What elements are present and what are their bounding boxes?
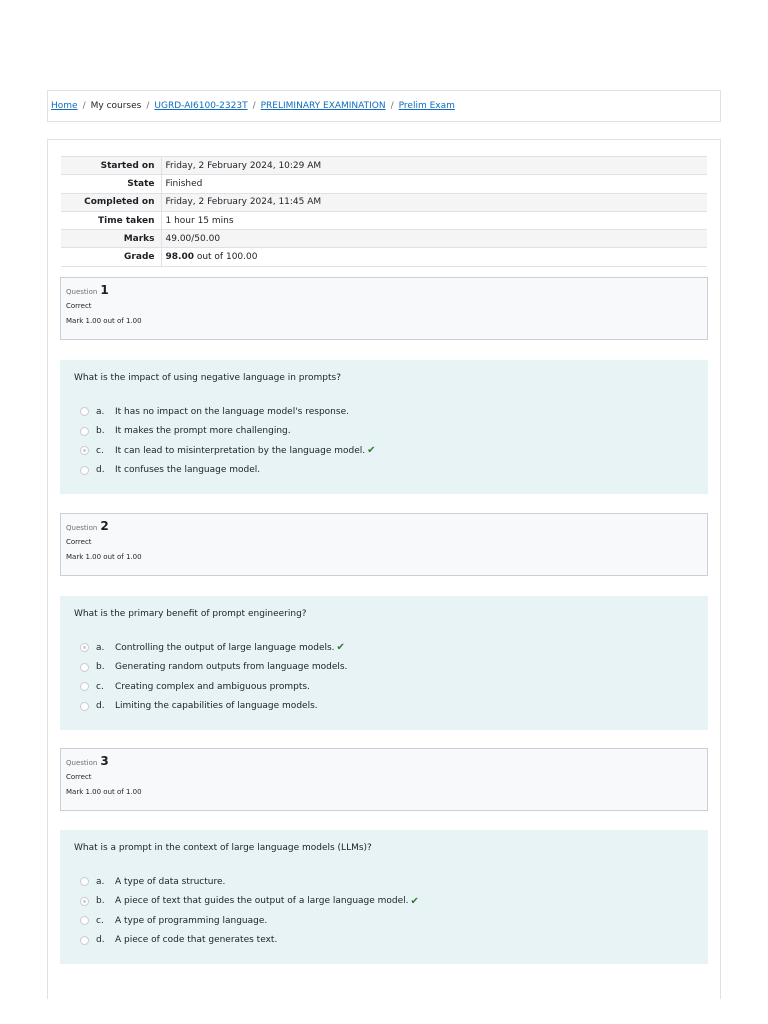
question-formulation bbox=[60, 360, 708, 494]
breadcrumb-quiz-link[interactable]: Prelim Exam bbox=[398, 101, 455, 111]
answer-option bbox=[74, 658, 694, 678]
question-mark: Mark 1.00 out of 1.00 bbox=[66, 317, 142, 325]
answer-text: Creating complex and ambiguous prompts. bbox=[115, 681, 310, 692]
question-info bbox=[60, 513, 708, 576]
answer-text: A type of programming language. bbox=[115, 915, 268, 926]
question-number: 3 bbox=[100, 754, 109, 768]
answer-text: Limiting the capabilities of language models. bbox=[115, 701, 318, 712]
question-formulation bbox=[60, 596, 708, 730]
question-text: What is the primary benefit of prompt engineering? bbox=[74, 609, 307, 619]
answer-text: It has no impact on the language model's response. bbox=[115, 406, 349, 417]
grade-value: 98.00 bbox=[165, 252, 194, 263]
summary-label: Grade bbox=[61, 248, 161, 266]
answer-letter: c. bbox=[96, 445, 104, 456]
summary-row-completed bbox=[61, 193, 707, 211]
radio-button[interactable] bbox=[80, 877, 89, 886]
summary-row-started bbox=[61, 157, 707, 175]
question-label: Question bbox=[66, 288, 98, 296]
breadcrumb-separator: / bbox=[390, 101, 394, 111]
answer-option bbox=[74, 402, 694, 422]
answer-letter: c. bbox=[96, 681, 104, 692]
summary-label: Completed on bbox=[61, 193, 161, 211]
answer-option bbox=[74, 697, 694, 717]
summary-label: State bbox=[61, 175, 161, 193]
summary-label: Marks bbox=[61, 230, 161, 248]
answer-option bbox=[74, 911, 694, 931]
question-mark: Mark 1.00 out of 1.00 bbox=[66, 788, 142, 796]
radio-button-selected[interactable] bbox=[80, 446, 89, 455]
answer-option bbox=[74, 441, 694, 461]
question-state: Correct bbox=[66, 302, 92, 310]
answer-letter: b. bbox=[96, 896, 105, 907]
answer-option bbox=[74, 931, 694, 951]
answer-letter: b. bbox=[96, 662, 105, 673]
attempt-summary-table bbox=[61, 156, 707, 267]
breadcrumb-separator: / bbox=[146, 101, 150, 111]
answer-text: Controlling the output of large language models. bbox=[115, 642, 335, 653]
answer-text: A piece of text that guides the output of a large language model. bbox=[115, 896, 409, 907]
question-info bbox=[60, 277, 708, 340]
correct-check-icon: ✔ bbox=[410, 895, 419, 907]
answer-option bbox=[74, 638, 694, 658]
summary-label: Time taken bbox=[61, 211, 161, 229]
answer-option bbox=[74, 422, 694, 442]
answer-option bbox=[74, 461, 694, 481]
breadcrumb bbox=[47, 90, 721, 122]
answer-letter: c. bbox=[96, 915, 104, 926]
breadcrumb-section-link[interactable]: PRELIMINARY EXAMINATION bbox=[260, 101, 386, 111]
answer-option bbox=[74, 872, 694, 892]
summary-row-state bbox=[61, 175, 707, 193]
answer-letter: a. bbox=[96, 406, 105, 417]
question-text: What is a prompt in the context of large language models (LLMs)? bbox=[74, 843, 372, 853]
answer-letter: a. bbox=[96, 876, 105, 887]
summary-value: Friday, 2 February 2024, 10:29 AM bbox=[161, 157, 707, 175]
breadcrumb-my-courses: My courses bbox=[90, 101, 142, 111]
summary-value: Finished bbox=[161, 175, 707, 193]
radio-button-selected[interactable] bbox=[80, 643, 89, 652]
answer-text: It makes the prompt more challenging. bbox=[115, 426, 291, 437]
correct-check-icon: ✔ bbox=[367, 445, 376, 457]
radio-button[interactable] bbox=[80, 702, 89, 711]
summary-row-grade bbox=[61, 248, 707, 266]
summary-value: Friday, 2 February 2024, 11:45 AM bbox=[161, 193, 707, 211]
question-number: 1 bbox=[100, 283, 109, 297]
answer-letter: d. bbox=[96, 465, 105, 476]
answer-text: It confuses the language model. bbox=[115, 465, 261, 476]
answer-letter: a. bbox=[96, 642, 105, 653]
summary-value: 1 hour 15 mins bbox=[161, 211, 707, 229]
question-state: Correct bbox=[66, 773, 92, 781]
radio-button[interactable] bbox=[80, 936, 89, 945]
radio-button[interactable] bbox=[80, 663, 89, 672]
breadcrumb-separator: / bbox=[82, 101, 86, 111]
answer-option bbox=[74, 677, 694, 697]
radio-button[interactable] bbox=[80, 427, 89, 436]
grade-out-of: out of 100.00 bbox=[193, 252, 258, 263]
question-state: Correct bbox=[66, 538, 92, 546]
question-mark: Mark 1.00 out of 1.00 bbox=[66, 553, 142, 561]
answer-text: Generating random outputs from language models. bbox=[115, 662, 348, 673]
radio-button[interactable] bbox=[80, 916, 89, 925]
answer-letter: d. bbox=[96, 701, 105, 712]
question-number: 2 bbox=[100, 519, 109, 533]
radio-button-selected[interactable] bbox=[80, 897, 89, 906]
radio-button[interactable] bbox=[80, 466, 89, 475]
question-text: What is the impact of using negative language in prompts? bbox=[74, 373, 341, 383]
breadcrumb-home-link[interactable]: Home bbox=[51, 101, 78, 111]
summary-row-time-taken bbox=[61, 211, 707, 229]
radio-button[interactable] bbox=[80, 682, 89, 691]
correct-check-icon: ✔ bbox=[336, 642, 345, 654]
question-info bbox=[60, 748, 708, 811]
summary-value bbox=[161, 248, 707, 266]
answer-text: It can lead to misinterpretation by the language model. bbox=[115, 445, 366, 456]
summary-label: Started on bbox=[61, 157, 161, 175]
answer-letter: d. bbox=[96, 935, 105, 946]
summary-row-marks bbox=[61, 230, 707, 248]
breadcrumb-separator: / bbox=[252, 101, 256, 111]
answer-text: A type of data structure. bbox=[115, 876, 226, 887]
answer-option bbox=[74, 892, 694, 912]
question-label: Question bbox=[66, 524, 98, 532]
radio-button[interactable] bbox=[80, 407, 89, 416]
breadcrumb-course-link[interactable]: UGRD-AI6100-2323T bbox=[154, 101, 248, 111]
question-label: Question bbox=[66, 759, 98, 767]
answer-text: A piece of code that generates text. bbox=[115, 935, 278, 946]
summary-value: 49.00/50.00 bbox=[161, 230, 707, 248]
answer-letter: b. bbox=[96, 426, 105, 437]
question-formulation bbox=[60, 830, 708, 964]
